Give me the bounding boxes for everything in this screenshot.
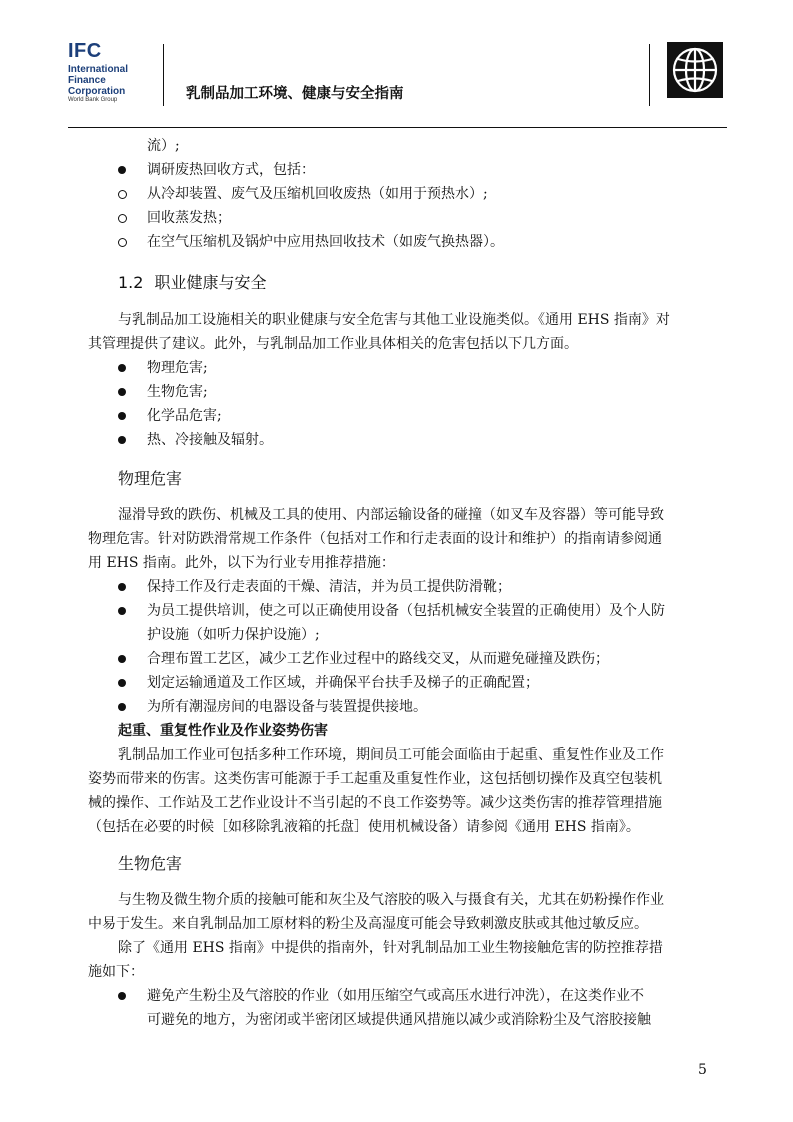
heat-sub-item: 在空气压缩机及锅炉中应用热回收技术（如废气换热器）。 [147, 234, 504, 250]
paragraph-line: 除了《通用 EHS 指南》中提供的指南外，针对乳制品加工业生物接触危害的防控推荐措 [118, 940, 663, 956]
paragraph-line: 姿势而带来的伤害。这类伤害可能源于手工起重及重复性作业，这包括刨切操作及真空包装机 [88, 771, 662, 787]
logo-group: World Bank Group [68, 97, 118, 103]
paragraph-line: （包括在必要的时候［如移除乳液箱的托盘］使用机械设备）请参阅《通用 EHS 指南》。 [88, 819, 640, 835]
bullet-icon [118, 992, 126, 1000]
hollow-bullet-icon [118, 190, 127, 199]
ifc-logo-mark: IFC [68, 40, 102, 62]
bullet-icon [118, 388, 126, 396]
bullet-icon [118, 583, 126, 591]
bullet-icon [118, 607, 126, 615]
hollow-bullet-icon [118, 214, 127, 223]
measure-item: 划定运输通道及工作区域，并确保平台扶手及梯子的正确配置； [147, 675, 539, 691]
heat-sub-item: 回收蒸发热； [147, 210, 231, 226]
heat-sub-item: 从冷却装置、废气及压缩机回收废热（如用于预热水）; [147, 186, 488, 202]
paragraph-line: 物理危害。针对防跌滑常规工作条件（包括对工作和行走表面的设计和维护）的指南请参阅通 [88, 531, 662, 547]
bullet-icon [118, 412, 126, 420]
hazard-item: 热、冷接触及辐射。 [147, 432, 273, 448]
paragraph-line: 用 EHS 指南。此外，以下为行业专用推荐措施： [88, 555, 395, 571]
paragraph-line: 与生物及微生物介质的接触可能和灰尘及气溶胶的吸入与摄食有关，尤其在奶粉操作作业 [118, 892, 664, 908]
logo-line: Finance [68, 75, 106, 86]
section-title: 职业健康与安全 [154, 273, 267, 292]
bullet-icon [118, 703, 126, 711]
logo-line: Corporation [68, 86, 126, 97]
hazard-item: 生物危害; [147, 384, 208, 400]
bullet-icon [118, 655, 126, 663]
bullet-icon [118, 364, 126, 372]
measure-item: 为员工提供培训，使之可以正确使用设备（包括机械安全装置的正确使用）及个人防 [147, 603, 665, 619]
section-heading [118, 271, 267, 295]
hazard-item: 化学品危害; [147, 408, 222, 424]
paragraph-line: 其管理提供了建议。此外，与乳制品加工作业具体相关的危害包括以下几方面。 [88, 336, 578, 352]
hollow-bullet-icon [118, 238, 127, 247]
page-number: 5 [698, 1062, 707, 1078]
bullet-icon [118, 679, 126, 687]
biological-measure: 避免产生粉尘及气溶胶的作业（如用压缩空气或高压水进行冲洗），在这类作业不 [147, 988, 644, 1004]
measure-item-continuation: 护设施（如听力保护设施）; [147, 627, 320, 643]
world-bank-globe-icon [667, 42, 723, 98]
hazard-item: 物理危害; [147, 360, 208, 376]
bullet-icon [118, 166, 126, 174]
header-divider-right [649, 44, 650, 106]
paragraph-line: 与乳制品加工设施相关的职业健康与安全危害与其他工业设施类似。《通用 EHS 指南》对 [118, 312, 670, 328]
header-divider-left [163, 44, 164, 106]
paragraph-line: 施如下： [88, 964, 144, 980]
paragraph-line: 乳制品加工作业可包括多种工作环境，期间员工可能会面临由于起重、重复性作业及工作 [118, 747, 664, 763]
header-title: 乳制品加工环境、健康与安全指南 [186, 86, 404, 102]
measure-item: 合理布置工艺区，减少工艺作业过程中的路线交叉，从而避免碰撞及跌伤； [147, 651, 609, 667]
ifc-logo [68, 40, 148, 108]
logo-line: International [68, 64, 129, 75]
paragraph-line: 湿滑导致的跌伤、机械及工具的使用、内部运输设备的碰撞（如叉车及容器）等可能导致 [118, 507, 664, 523]
continuation-text: 流）; [147, 138, 180, 154]
physical-hazards-heading: 物理危害 [118, 469, 183, 488]
header-rule [68, 127, 727, 128]
paragraph-line: 中易于发生。来自乳制品加工原材料的粉尘及高湿度可能会导致刺激皮肤或其他过敏反应。 [88, 916, 648, 932]
biological-measure-continuation: 可避免的地方，为密闭或半密闭区域提供通风措施以减少或消除粉尘及气溶胶接触 [147, 1012, 651, 1028]
heat-bullet-text: 调研废热回收方式，包括： [147, 162, 315, 178]
measure-item: 保持工作及行走表面的干燥、清洁，并为员工提供防滑靴； [147, 579, 511, 595]
paragraph-line: 械的操作、工作站及工艺作业设计不当引起的不良工作姿势等。减少这类伤害的推荐管理措施 [88, 795, 662, 811]
section-number: 1.2 [118, 273, 144, 292]
biological-hazards-heading: 生物危害 [118, 854, 183, 873]
lifting-heading: 起重、重复性作业及作业姿势伤害 [118, 723, 328, 739]
measure-item: 为所有潮湿房间的电器设备与装置提供接地。 [147, 699, 427, 715]
bullet-icon [118, 436, 126, 444]
